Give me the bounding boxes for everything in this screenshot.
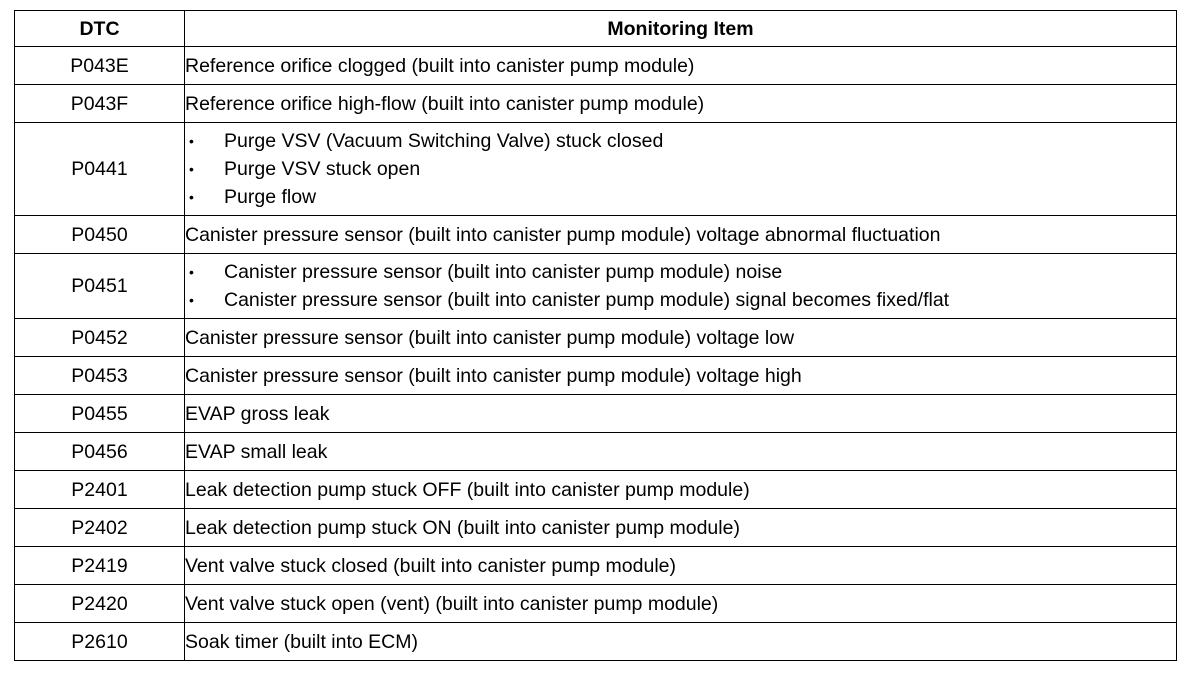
monitoring-item-cell	[185, 254, 1177, 319]
dtc-code-cell: P2419	[15, 547, 185, 585]
dtc-code-cell: P2402	[15, 509, 185, 547]
list-item: • Canister pressure sensor (built into canister pump module) signal becomes fixed/flat	[185, 286, 1176, 314]
table-row	[15, 319, 1177, 357]
dtc-code-cell: P0450	[15, 216, 185, 254]
table-row	[15, 585, 1177, 623]
monitoring-item-cell: Leak detection pump stuck ON (built into canister pump module)	[185, 509, 1177, 547]
dtc-code-cell: P2610	[15, 623, 185, 661]
monitoring-item-cell: Leak detection pump stuck OFF (built into canister pump module)	[185, 471, 1177, 509]
dtc-code-cell: P0456	[15, 433, 185, 471]
table-row	[15, 254, 1177, 319]
monitoring-item-cell: Reference orifice clogged (built into canister pump module)	[185, 47, 1177, 85]
monitoring-item-cell: EVAP small leak	[185, 433, 1177, 471]
monitoring-item-cell: Vent valve stuck closed (built into canister pump module)	[185, 547, 1177, 585]
table-row	[15, 357, 1177, 395]
table-body	[15, 47, 1177, 661]
table-row	[15, 47, 1177, 85]
table-row	[15, 395, 1177, 433]
table-row	[15, 471, 1177, 509]
list-item: • Canister pressure sensor (built into canister pump module) noise	[185, 258, 1176, 286]
table-row	[15, 123, 1177, 216]
table-header-row	[15, 11, 1177, 47]
monitoring-item-cell: Canister pressure sensor (built into canister pump module) voltage low	[185, 319, 1177, 357]
dtc-code-cell: P0453	[15, 357, 185, 395]
table-row	[15, 509, 1177, 547]
dtc-code-cell: P043F	[15, 85, 185, 123]
monitoring-item-cell: Canister pressure sensor (built into canister pump module) voltage abnormal fluctuation	[185, 216, 1177, 254]
table-row	[15, 85, 1177, 123]
dtc-monitoring-table	[14, 10, 1177, 661]
monitoring-item-cell: Soak timer (built into ECM)	[185, 623, 1177, 661]
dtc-code-cell: P0451	[15, 254, 185, 319]
dtc-column-header: DTC	[15, 11, 185, 47]
monitoring-item-column-header: Monitoring Item	[185, 11, 1177, 47]
dtc-code-cell: P0441	[15, 123, 185, 216]
dtc-code-cell: P0452	[15, 319, 185, 357]
dtc-code-cell: P0455	[15, 395, 185, 433]
list-item: • Purge VSV stuck open	[185, 155, 1176, 183]
table-row	[15, 623, 1177, 661]
monitoring-item-cell	[185, 123, 1177, 216]
monitoring-item-cell: Reference orifice high-flow (built into canister pump module)	[185, 85, 1177, 123]
dtc-code-cell: P2420	[15, 585, 185, 623]
list-item: • Purge flow	[185, 183, 1176, 211]
dtc-table-container	[14, 10, 1176, 661]
list-item: • Purge VSV (Vacuum Switching Valve) stuck closed	[185, 127, 1176, 155]
dtc-code-cell: P043E	[15, 47, 185, 85]
table-row	[15, 216, 1177, 254]
monitoring-item-list	[185, 127, 1176, 211]
monitoring-item-list	[185, 258, 1176, 314]
table-row	[15, 433, 1177, 471]
monitoring-item-cell: Vent valve stuck open (vent) (built into canister pump module)	[185, 585, 1177, 623]
table-row	[15, 547, 1177, 585]
monitoring-item-cell: Canister pressure sensor (built into canister pump module) voltage high	[185, 357, 1177, 395]
dtc-code-cell: P2401	[15, 471, 185, 509]
monitoring-item-cell: EVAP gross leak	[185, 395, 1177, 433]
